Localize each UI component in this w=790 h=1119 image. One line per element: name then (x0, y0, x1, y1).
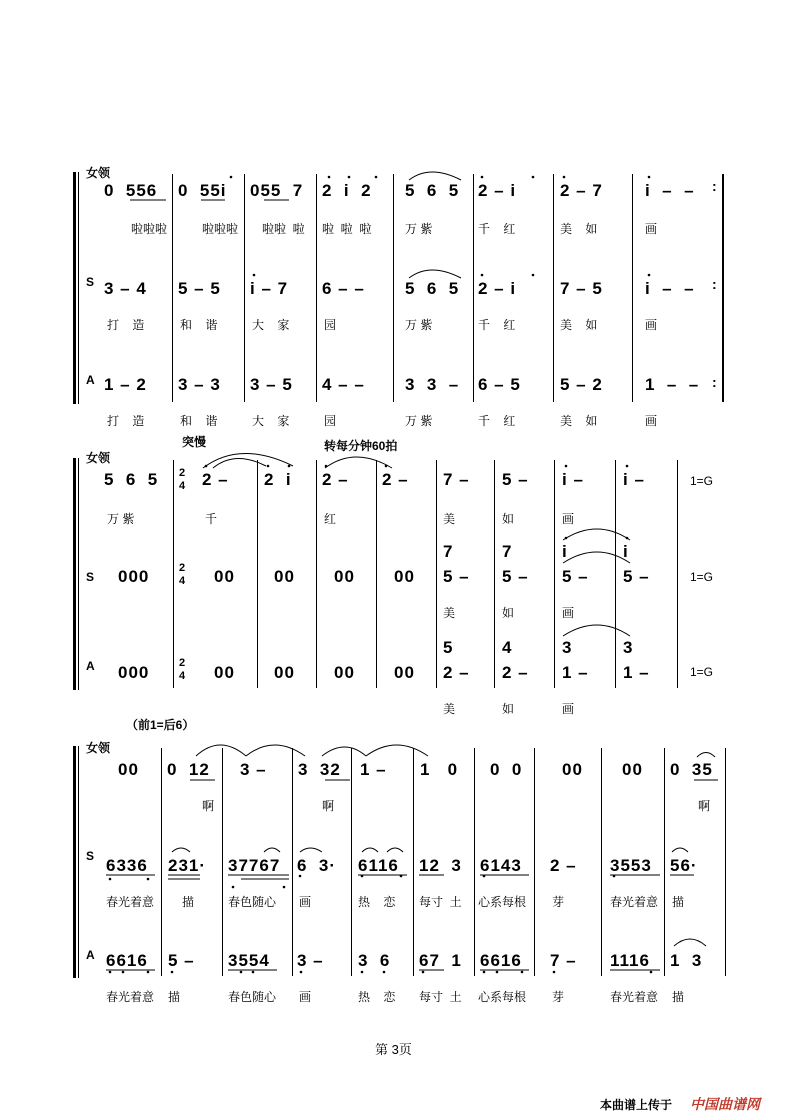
lead-measure-1: 5 6 5 (104, 470, 159, 489)
s-measure-8: i – – (645, 279, 695, 298)
underline-beams (106, 200, 718, 970)
lead-measure-5: 5 6 5 (405, 181, 460, 200)
lead-lyric: 万 紫 (405, 222, 433, 236)
a-measure-5: 00 (394, 663, 415, 682)
lead-measure-4: 2 – (322, 470, 349, 489)
lead-measure-6: 1 0 (420, 760, 459, 779)
a-measure-1: 000 (118, 663, 150, 682)
footer-upload-text: 本曲谱上传于 (600, 1098, 673, 1112)
lead-lyric: 啊 (202, 799, 215, 813)
lead-measure-3: 2 i (264, 470, 292, 489)
key-signature: 1=G (690, 474, 714, 488)
s-measure-1: 3 – 4 (104, 279, 147, 298)
s-measure-5: 5 6 5 (405, 279, 460, 298)
lead-lyric: 啦啦啦 (202, 222, 239, 236)
tie (213, 458, 266, 468)
s-lyric: 如 (502, 606, 515, 620)
a-upper-note: 5 (443, 638, 454, 657)
soprano-label: S (86, 849, 95, 863)
s-measure-6: 12 3 (419, 856, 462, 875)
lead-measure-9: i – (623, 470, 645, 489)
a-lyric: 描 (168, 990, 181, 1004)
a-measure-7: 5 – 2 (560, 375, 603, 394)
a-lyric: 和 谐 (180, 414, 218, 428)
s-lyric: 和 谐 (180, 318, 218, 332)
lead-lyric: 红 (324, 512, 337, 526)
key-signature: 1=G (690, 570, 714, 584)
s-lyric: 春光着意 (106, 895, 155, 909)
slur (300, 848, 322, 852)
a-upper-note: 3 (623, 638, 634, 657)
s-measure-4: 6 – – (322, 279, 365, 298)
lead-lyric: 画 (645, 222, 658, 236)
s-measure-7: 7 – 5 (560, 279, 603, 298)
s-measure-8: 2 – (550, 856, 577, 875)
s-lyric: 美 如 (560, 318, 598, 332)
s-measure-2: 5 – 5 (178, 279, 221, 298)
a-measure-3: 00 (274, 663, 295, 682)
repeat-sign: : (712, 374, 717, 390)
tie (196, 745, 246, 756)
s-measure-1: 000 (118, 567, 150, 586)
a-measure-3: 3554 (228, 951, 270, 970)
slur (172, 848, 190, 852)
tie (563, 529, 630, 540)
time-sig-top: 2 (179, 562, 186, 574)
repeat-sign: : (712, 178, 717, 194)
lead-measure-7: 5 – (502, 470, 529, 489)
a-measure-3: 3 – 5 (250, 375, 293, 394)
a-lyric: 春光着意 (106, 990, 155, 1004)
s-measure-4: 6 3· (297, 856, 337, 875)
lead-measure-2: 2 – (202, 470, 229, 489)
a-measure-1: 1 – 2 (104, 375, 147, 394)
time-sig-bottom: 4 (179, 670, 186, 682)
time-sig-bottom: 4 (179, 575, 186, 587)
alto-label: A (86, 659, 95, 673)
a-lyric: 描 (672, 990, 685, 1004)
a-measure-4: 4 – – (322, 375, 365, 394)
time-sig-top: 2 (179, 657, 186, 669)
a-lyric: 芽 (552, 990, 565, 1004)
tie (246, 745, 305, 756)
s-lyric: 万 紫 (405, 318, 433, 332)
s-measure-7: 6143 (480, 856, 522, 875)
time-sig-bottom: 4 (179, 480, 186, 492)
ritard-marking: 突慢 (182, 435, 207, 449)
repeat-sign: : (712, 276, 717, 292)
s-measure-3: 00 (274, 567, 295, 586)
lead-measure-10: 0 35 (670, 760, 713, 779)
lead-lyric: 美 如 (560, 222, 598, 236)
a-lyric: 每寸 土 (419, 990, 462, 1004)
s-measure-4: 00 (334, 567, 355, 586)
s-lyric: 每寸 土 (419, 895, 462, 909)
lead-measure-5: 2 – (382, 470, 409, 489)
s-lyric: 描 (182, 895, 195, 909)
s-lyric: 芽 (552, 895, 565, 909)
tempo-marking: 转每分钟60拍 (324, 439, 398, 453)
s-measure-7: 5 – (502, 567, 529, 586)
s-lyric: 园 (324, 318, 337, 332)
a-lyric: 如 (502, 702, 515, 716)
lead-measure-6: 7 – (443, 470, 470, 489)
s-upper-note: i (623, 542, 629, 561)
lead-lyric: 画 (562, 512, 575, 526)
s-lyric: 画 (562, 606, 575, 620)
lead-measure-2: 0 55i (178, 181, 227, 200)
s-measure-5: 6116 (358, 856, 399, 875)
slur (362, 848, 378, 852)
a-measure-2: 3 – 3 (178, 375, 221, 394)
a-lyric: 热 恋 (358, 990, 396, 1004)
s-lyric: 大 家 (252, 318, 290, 332)
lead-lyric: 美 (443, 512, 456, 526)
a-lyric: 心系每根 (478, 990, 527, 1004)
lead-measure-1: 0 556 (104, 181, 158, 200)
lead-measure-3: 055 7 (250, 181, 304, 200)
s-lyric: 画 (645, 318, 658, 332)
a-lyric: 春光着意 (610, 990, 659, 1004)
slur (264, 848, 280, 852)
lead-measure-9: 00 (622, 760, 643, 779)
s-measure-1: 6336 (106, 856, 148, 875)
s-lyric: 春色随心 (228, 895, 277, 909)
s-lyric: 画 (299, 895, 312, 909)
tie (563, 625, 630, 636)
lead-measure-7: 2 – 7 (560, 181, 603, 200)
tie (366, 745, 428, 756)
a-lyric: 画 (299, 990, 312, 1004)
soprano-label: S (86, 275, 95, 289)
s-measure-9: 5 – (623, 567, 650, 586)
s-measure-9: 3553 (610, 856, 652, 875)
a-measure-8: 1 – (562, 663, 589, 682)
tie (563, 552, 630, 563)
lead-label: 女领 (86, 166, 111, 180)
s-measure-3: 37767 (228, 856, 281, 875)
lead-lyric: 千 (205, 512, 218, 526)
lead-measure-2: 0 12 (167, 760, 210, 779)
s-measure-10: 56· (670, 856, 698, 875)
lead-lyric: 千 红 (478, 222, 516, 236)
s-lyric: 心系每根 (478, 895, 527, 909)
a-measure-6: 6 – 5 (478, 375, 521, 394)
s-lyric: 打 造 (107, 318, 145, 332)
site-logo-text[interactable]: 中国曲谱网 (690, 1096, 760, 1112)
lead-lyric: 啦啦啦 (131, 222, 168, 236)
tie (322, 747, 366, 756)
lead-lyric: 万 紫 (107, 512, 135, 526)
lead-measure-1: 00 (118, 760, 139, 779)
slur (672, 848, 688, 852)
octave-dots (109, 176, 653, 974)
lead-measure-8: i – (562, 470, 584, 489)
s-lyric: 热 恋 (358, 895, 396, 909)
a-measure-7: 6616 (480, 951, 522, 970)
a-lyric: 美 如 (560, 414, 598, 428)
s-measure-3: i – 7 (250, 279, 289, 298)
a-lyric: 万 紫 (405, 414, 433, 428)
s-measure-2: 231· (168, 856, 207, 875)
s-upper-note: 7 (443, 542, 454, 561)
tie (325, 457, 392, 468)
lead-lyric: 啦 啦 啦 (322, 222, 372, 236)
s-lyric: 春光着意 (610, 895, 659, 909)
s-upper-note: i (562, 542, 568, 561)
slur (409, 270, 461, 278)
a-lyric: 画 (645, 414, 658, 428)
a-measure-9: 1116 (610, 951, 650, 970)
s-lyric: 美 (443, 606, 456, 620)
a-upper-note: 4 (502, 638, 513, 657)
a-lyric: 美 (443, 702, 456, 716)
lead-label: 女领 (86, 741, 111, 755)
a-measure-10: 1 3 (670, 951, 703, 970)
a-measure-8: 1 – – (645, 375, 700, 394)
a-measure-5: 3 6 (358, 951, 391, 970)
key-signature: 1=G (690, 665, 714, 679)
soprano-label: S (86, 570, 95, 584)
s-measure-6: 2 – i (478, 279, 517, 298)
a-measure-6: 67 1 (419, 951, 462, 970)
a-measure-8: 7 – (550, 951, 577, 970)
lead-lyric: 如 (502, 512, 515, 526)
modulation-marking: （前1=后6） (126, 718, 195, 732)
lead-measure-5: 1 – (360, 760, 387, 779)
s-measure-8: 5 – (562, 567, 589, 586)
lead-measure-6: 2 – i (478, 181, 517, 200)
slur (409, 172, 461, 180)
lead-measure-4: 3 32 (298, 760, 341, 779)
lead-measure-8: i – – (645, 181, 695, 200)
alto-label: A (86, 373, 95, 387)
a-measure-4: 00 (334, 663, 355, 682)
a-measure-4: 3 – (297, 951, 324, 970)
slur (387, 848, 403, 852)
a-measure-9: 1 – (623, 663, 650, 682)
lead-lyric: 啊 (322, 799, 335, 813)
s-measure-5: 00 (394, 567, 415, 586)
s-measure-6: 5 – (443, 567, 470, 586)
a-lyric: 春色随心 (228, 990, 277, 1004)
a-measure-7: 2 – (502, 663, 529, 682)
a-lyric: 打 造 (107, 414, 145, 428)
a-measure-1: 6616 (106, 951, 148, 970)
a-lyric: 画 (562, 702, 575, 716)
lead-label: 女领 (86, 451, 111, 465)
slur (674, 939, 706, 946)
slur (697, 753, 715, 758)
time-sig-top: 2 (179, 467, 186, 479)
lead-measure-8: 00 (562, 760, 583, 779)
s-lyric: 描 (672, 895, 685, 909)
a-measure-2: 5 – (168, 951, 195, 970)
a-lyric: 园 (324, 414, 337, 428)
a-lyric: 大 家 (252, 414, 290, 428)
alto-label: A (86, 948, 95, 962)
lead-measure-7: 0 0 (490, 760, 523, 779)
s-measure-2: 00 (214, 567, 235, 586)
lead-lyric: 啊 (698, 799, 711, 813)
a-measure-5: 3 3 – (405, 375, 460, 394)
a-measure-2: 00 (214, 663, 235, 682)
lead-measure-4: 2 i 2 (322, 181, 372, 200)
a-measure-6: 2 – (443, 663, 470, 682)
lead-measure-3: 3 – (240, 760, 267, 779)
s-lyric: 千 红 (478, 318, 516, 332)
a-upper-note: 3 (562, 638, 573, 657)
lead-lyric: 啦啦 啦 (262, 222, 305, 236)
s-upper-note: 7 (502, 542, 513, 561)
a-lyric: 千 红 (478, 414, 516, 428)
page-number: 第 3页 (375, 1042, 412, 1057)
